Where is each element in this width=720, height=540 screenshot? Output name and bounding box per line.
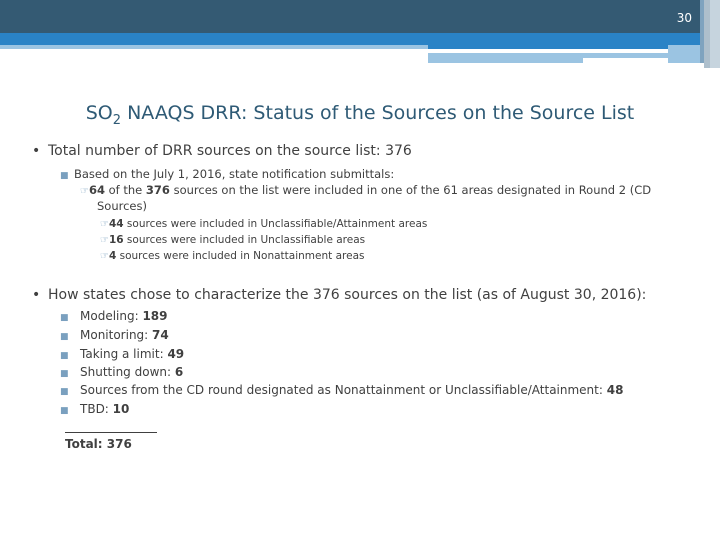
bold-value: 44 [108, 218, 124, 230]
item-label: Shutting down: [80, 365, 175, 379]
item-value: 48 [606, 383, 624, 397]
square-bullet-icon: ■ [60, 313, 69, 323]
title-part: SO [85, 102, 113, 124]
arrow-bullet-icon: ☞ [80, 186, 89, 197]
decor-strip [710, 0, 720, 68]
arrow-bullet-icon: ☞ [100, 251, 109, 262]
bold-value: 4 [108, 250, 117, 262]
text: sources were included in Unclassifiable areas [123, 234, 366, 246]
list-item [60, 309, 168, 323]
arrow-bullet-icon: ☞ [100, 235, 109, 246]
sub-sub-bullet-continuation: Sources) [97, 199, 147, 213]
item-label: Sources from the CD round designated as Nonattainment or Unclassifiable/Attainment: [80, 383, 607, 397]
bullet-total-sources [32, 143, 412, 159]
bold-value: 376 [145, 183, 170, 197]
bullet-characterization [32, 287, 646, 303]
list-item [100, 234, 365, 246]
item-value: 189 [142, 309, 168, 323]
slide-title [0, 102, 720, 128]
text: of the [104, 183, 146, 197]
square-bullet-icon: ■ [60, 369, 69, 379]
item-value: 49 [167, 347, 185, 361]
square-bullet-icon: ■ [60, 387, 69, 397]
decor-bar [428, 58, 583, 63]
sub-bullet-submittals [60, 167, 394, 181]
sub-sub-bullet-cd-sources [80, 183, 651, 197]
header-accent-band [0, 33, 700, 45]
item-value: 74 [152, 328, 169, 342]
bold-value: 16 [108, 234, 124, 246]
arrow-bullet-icon: ☞ [100, 219, 109, 230]
item-value: 6 [174, 365, 184, 379]
square-bullet-icon: ■ [60, 351, 69, 361]
list-item [60, 328, 169, 342]
square-bullet-icon: ■ [60, 332, 69, 342]
title-part: NAAQS DRR: Status of the Sources on the Source List [121, 102, 635, 124]
item-value: 10 [112, 402, 130, 416]
list-item [60, 402, 129, 416]
bullet-icon: • [32, 287, 41, 303]
page-number: 30 [676, 11, 692, 25]
title-subscript: 2 [112, 112, 122, 128]
bold-value: 64 [88, 183, 105, 197]
bullet-value: 376 [385, 143, 412, 159]
total-divider [65, 432, 157, 433]
list-item [60, 347, 184, 361]
list-item [60, 365, 183, 379]
square-bullet-icon: ■ [60, 171, 69, 181]
bullet-label: Total number of DRR sources on the source list: [48, 143, 386, 159]
bullet-label: How states chose to characterize the 376 sources on the list (as of August 30, 2016): [48, 287, 647, 303]
text: sources were included in Unclassifiable/Attainment areas [123, 218, 428, 230]
item-label: Modeling: [80, 309, 143, 323]
item-label: TBD: [80, 402, 113, 416]
header-accent-band-right [428, 45, 668, 49]
list-item [100, 250, 364, 262]
bullet-icon: • [32, 143, 41, 159]
list-item [100, 218, 427, 230]
item-label: Taking a limit: [80, 347, 168, 361]
text: sources were included in Nonattainment areas [116, 250, 365, 262]
header-bar [0, 0, 720, 33]
sub-bullet-text: Based on the July 1, 2016, state notification submittals: [74, 167, 395, 181]
square-bullet-icon: ■ [60, 406, 69, 416]
total-label: Total: 376 [65, 437, 132, 451]
header-light-band [0, 45, 428, 49]
text: sources on the list were included in one of the 61 areas designated in Round 2 (CD [169, 183, 652, 197]
item-label: Monitoring: [80, 328, 153, 342]
list-item [60, 383, 623, 397]
